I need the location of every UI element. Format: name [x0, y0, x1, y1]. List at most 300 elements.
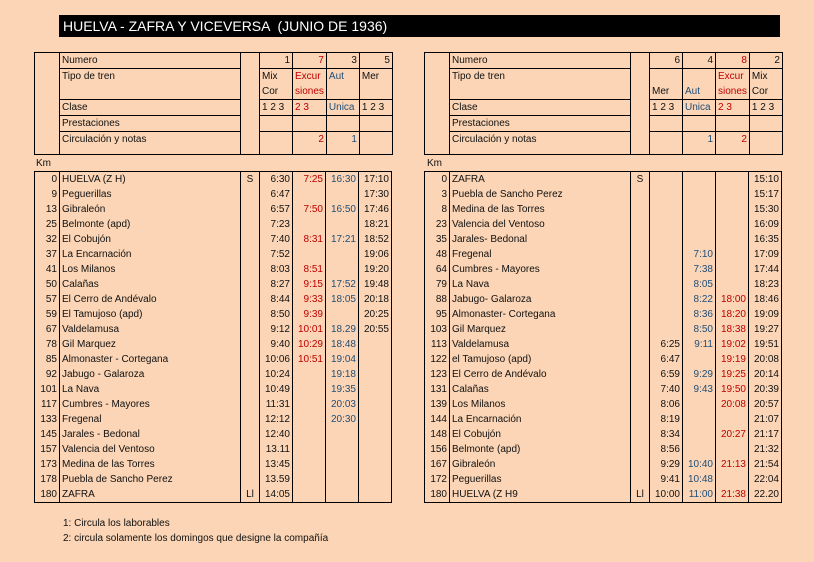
time-cell: 10:51 — [293, 352, 326, 367]
time-cell: 20:08 — [749, 352, 782, 367]
mark-cell — [241, 427, 260, 442]
time-cell: 6:59 — [650, 367, 683, 382]
time-cell — [650, 262, 683, 277]
right-circulacion-label: Circulación y notas — [450, 132, 631, 155]
time-cell: 10:49 — [260, 382, 293, 397]
time-cell: 9:41 — [650, 472, 683, 487]
time-cell — [716, 442, 749, 457]
time-cell: 20:57 — [749, 397, 782, 412]
time-cell: 9:12 — [260, 322, 293, 337]
km-cell: 172 — [425, 472, 450, 487]
time-cell: 10:29 — [293, 337, 326, 352]
mark-cell — [241, 322, 260, 337]
station-cell: Jabugo - Galaroza — [60, 367, 241, 382]
mark-cell — [631, 307, 650, 322]
km-cell: 92 — [35, 367, 60, 382]
mark-cell — [631, 457, 650, 472]
time-cell: 6:57 — [260, 202, 293, 217]
time-cell — [650, 247, 683, 262]
table-row — [35, 397, 392, 412]
station-cell: Los Milanos — [450, 397, 631, 412]
time-cell — [716, 412, 749, 427]
time-cell: 7:38 — [683, 262, 716, 277]
station-cell: El Cerro de Andévalo — [450, 367, 631, 382]
time-cell: 8:27 — [260, 277, 293, 292]
right-numero-6: 6 — [650, 53, 683, 69]
station-cell: Belmonte (apd) — [450, 442, 631, 457]
station-cell: Puebla de Sancho Perez — [60, 472, 241, 487]
mark-cell — [241, 262, 260, 277]
km-cell: 139 — [425, 397, 450, 412]
page-title: HUELVA - ZAFRA Y VICEVERSA (JUNIO DE 1936) — [59, 15, 780, 37]
table-row — [425, 232, 782, 247]
table-row — [425, 307, 782, 322]
table-row — [35, 217, 392, 232]
station-cell: HUELVA (Z H) — [60, 172, 241, 188]
time-cell: 20:18 — [359, 292, 392, 307]
table-row — [425, 337, 782, 352]
right-nota-8: 2 — [716, 132, 750, 155]
time-cell: 13:45 — [260, 457, 293, 472]
left-numero-7: 7 — [293, 53, 327, 69]
time-cell: 18:48 — [326, 337, 359, 352]
time-cell — [716, 472, 749, 487]
table-row — [35, 262, 392, 277]
mark-cell — [241, 352, 260, 367]
time-cell: 7:50 — [293, 202, 326, 217]
left-clase-1: 1 2 3 — [260, 100, 293, 116]
mark-cell — [241, 277, 260, 292]
time-cell: 15:17 — [749, 187, 782, 202]
time-cell — [293, 472, 326, 487]
mark-cell — [241, 367, 260, 382]
table-row — [35, 442, 392, 457]
time-cell — [683, 352, 716, 367]
table-row — [35, 382, 392, 397]
note-1: 1: Circula los laborables — [63, 518, 170, 529]
table-row — [35, 172, 392, 188]
mark-cell — [241, 217, 260, 232]
time-cell: 10:00 — [650, 487, 683, 503]
time-cell: 11:00 — [683, 487, 716, 503]
mark-cell — [631, 232, 650, 247]
station-cell: Gibraleón — [450, 457, 631, 472]
time-cell: 9:11 — [683, 337, 716, 352]
station-cell: Jabugo- Galaroza — [450, 292, 631, 307]
left-nota-3: 1 — [326, 132, 359, 155]
right-clase-2: 1 2 3 — [749, 100, 782, 116]
mark-cell — [241, 472, 260, 487]
mark-cell: Ll — [631, 487, 650, 503]
time-cell: 7:23 — [260, 217, 293, 232]
time-cell — [650, 307, 683, 322]
time-cell: 8:19 — [650, 412, 683, 427]
time-cell — [650, 232, 683, 247]
time-cell — [683, 187, 716, 202]
station-cell: Cumbres - Mayores — [60, 397, 241, 412]
km-cell: 67 — [35, 322, 60, 337]
left-tipo-5: Mer — [359, 69, 392, 100]
time-cell — [683, 232, 716, 247]
km-cell: 123 — [425, 367, 450, 382]
time-cell — [359, 397, 392, 412]
right-clase-4: Unica — [683, 100, 716, 116]
km-cell: 50 — [35, 277, 60, 292]
left-nota-7: 2 — [293, 132, 327, 155]
time-cell — [650, 172, 683, 188]
time-cell — [293, 382, 326, 397]
km-cell: 173 — [35, 457, 60, 472]
mark-cell — [631, 322, 650, 337]
station-cell: Belmonte (apd) — [60, 217, 241, 232]
left-numero-5: 5 — [359, 53, 392, 69]
mark-cell — [631, 337, 650, 352]
time-cell: 8:44 — [260, 292, 293, 307]
time-cell: 7:40 — [650, 382, 683, 397]
time-cell: 6:47 — [650, 352, 683, 367]
time-cell: 18:20 — [716, 307, 749, 322]
time-cell — [293, 187, 326, 202]
time-cell: 21:32 — [749, 442, 782, 457]
time-cell — [683, 172, 716, 188]
time-cell — [293, 487, 326, 503]
mark-cell — [241, 292, 260, 307]
time-cell — [683, 202, 716, 217]
table-row — [35, 487, 392, 503]
table-row — [425, 487, 782, 503]
left-timetable — [34, 171, 392, 503]
time-cell: 18.29 — [326, 322, 359, 337]
station-cell: Peguerillas — [60, 187, 241, 202]
station-cell: Gibraleón — [60, 202, 241, 217]
table-row — [425, 217, 782, 232]
time-cell — [359, 487, 392, 503]
table-row — [425, 172, 782, 188]
km-cell: 133 — [35, 412, 60, 427]
mark-cell — [631, 412, 650, 427]
time-cell — [326, 217, 359, 232]
time-cell: 6:30 — [260, 172, 293, 188]
time-cell: 13.11 — [260, 442, 293, 457]
mark-cell — [631, 202, 650, 217]
km-cell: 0 — [425, 172, 450, 188]
station-cell: La Encarnación — [60, 247, 241, 262]
time-cell: 9:39 — [293, 307, 326, 322]
table-row — [35, 247, 392, 262]
time-cell: 19:51 — [749, 337, 782, 352]
time-cell: 16:35 — [749, 232, 782, 247]
time-cell — [293, 247, 326, 262]
time-cell — [359, 382, 392, 397]
table-row — [425, 397, 782, 412]
time-cell: 13.59 — [260, 472, 293, 487]
time-cell: 17:09 — [749, 247, 782, 262]
table-row — [35, 232, 392, 247]
time-cell — [359, 442, 392, 457]
right-timetable-body — [425, 172, 782, 503]
table-row — [35, 322, 392, 337]
table-row — [425, 457, 782, 472]
right-clase-8: 2 3 — [716, 100, 750, 116]
station-cell: Los Milanos — [60, 262, 241, 277]
station-cell: ZAFRA — [450, 172, 631, 188]
mark-cell — [631, 367, 650, 382]
table-row — [35, 427, 392, 442]
time-cell: 9:29 — [683, 367, 716, 382]
time-cell: 9:33 — [293, 292, 326, 307]
time-cell: 19:18 — [326, 367, 359, 382]
left-tipo-label: Tipo de tren — [60, 69, 241, 100]
km-cell: 117 — [35, 397, 60, 412]
km-cell: 48 — [425, 247, 450, 262]
mark-cell — [631, 442, 650, 457]
time-cell: 8:51 — [293, 262, 326, 277]
time-cell: 21:54 — [749, 457, 782, 472]
km-cell: 167 — [425, 457, 450, 472]
table-row — [35, 412, 392, 427]
km-cell: 85 — [35, 352, 60, 367]
right-numero-label: Numero — [450, 53, 631, 69]
time-cell: 20:03 — [326, 397, 359, 412]
time-cell: 19:06 — [359, 247, 392, 262]
km-cell: 113 — [425, 337, 450, 352]
time-cell: 10:06 — [260, 352, 293, 367]
right-nota-6 — [650, 132, 683, 155]
mark-cell — [241, 412, 260, 427]
right-header-km-cell — [425, 53, 450, 155]
time-cell — [650, 292, 683, 307]
time-cell: 8:36 — [683, 307, 716, 322]
left-clase-7: 2 3 — [293, 100, 327, 116]
right-nota-2 — [749, 132, 782, 155]
km-cell: 103 — [425, 322, 450, 337]
mark-cell — [631, 382, 650, 397]
km-cell: 37 — [35, 247, 60, 262]
km-cell: 35 — [425, 232, 450, 247]
station-cell: Jarales - Bedonal — [60, 427, 241, 442]
right-tipo-8: Excur siones — [716, 69, 750, 100]
time-cell — [326, 262, 359, 277]
table-row — [425, 247, 782, 262]
mark-cell — [631, 217, 650, 232]
time-cell — [650, 277, 683, 292]
time-cell — [683, 412, 716, 427]
time-cell: 9:29 — [650, 457, 683, 472]
left-nota-5 — [359, 132, 392, 155]
time-cell: 11:31 — [260, 397, 293, 412]
time-cell: 8:03 — [260, 262, 293, 277]
mark-cell — [241, 382, 260, 397]
time-cell: 8:50 — [683, 322, 716, 337]
station-cell: Gil Marquez — [450, 322, 631, 337]
mark-cell — [631, 247, 650, 262]
time-cell: 19:27 — [749, 322, 782, 337]
left-clase-3: Unica — [326, 100, 359, 116]
station-cell: Fregenal — [60, 412, 241, 427]
right-numero-2: 2 — [749, 53, 782, 69]
mark-cell — [631, 427, 650, 442]
table-row — [35, 187, 392, 202]
time-cell — [650, 187, 683, 202]
km-cell: 148 — [425, 427, 450, 442]
km-cell: 88 — [425, 292, 450, 307]
time-cell: 10:01 — [293, 322, 326, 337]
mark-cell — [241, 202, 260, 217]
right-tipo-4: Aut — [683, 69, 716, 100]
right-nota-4: 1 — [683, 132, 716, 155]
time-cell: 17:46 — [359, 202, 392, 217]
station-cell: Puebla de Sancho Perez — [450, 187, 631, 202]
km-cell: 131 — [425, 382, 450, 397]
time-cell — [293, 442, 326, 457]
time-cell: 21:13 — [716, 457, 749, 472]
time-cell — [716, 247, 749, 262]
mark-cell — [631, 472, 650, 487]
time-cell: 7:40 — [260, 232, 293, 247]
time-cell — [683, 442, 716, 457]
right-clase-label: Clase — [450, 100, 631, 116]
left-clase-5: 1 2 3 — [359, 100, 392, 116]
km-cell: 8 — [425, 202, 450, 217]
station-cell: Valencia del Ventoso — [60, 442, 241, 457]
time-cell: 18:52 — [359, 232, 392, 247]
km-cell: 57 — [35, 292, 60, 307]
time-cell: 19:25 — [716, 367, 749, 382]
time-cell: 20:27 — [716, 427, 749, 442]
km-cell: 3 — [425, 187, 450, 202]
right-header-mark-cell — [631, 53, 650, 155]
left-header-mark-cell — [241, 53, 260, 155]
km-cell: 180 — [425, 487, 450, 503]
time-cell — [293, 397, 326, 412]
time-cell: 16:09 — [749, 217, 782, 232]
station-cell: La Encarnación — [450, 412, 631, 427]
station-cell: La Nava — [450, 277, 631, 292]
table-row — [425, 187, 782, 202]
table-row — [35, 202, 392, 217]
time-cell — [326, 487, 359, 503]
station-cell: El Cobujón — [450, 427, 631, 442]
left-nota-1 — [260, 132, 293, 155]
station-cell: Peguerillas — [450, 472, 631, 487]
time-cell: 17:10 — [359, 172, 392, 188]
mark-cell — [631, 277, 650, 292]
station-cell: Almonaster - Cortegana — [60, 352, 241, 367]
time-cell — [359, 472, 392, 487]
time-cell: 17:44 — [749, 262, 782, 277]
right-tipo-6: Mer — [650, 69, 683, 100]
time-cell: 17:30 — [359, 187, 392, 202]
right-timetable — [424, 171, 782, 503]
km-cell: 144 — [425, 412, 450, 427]
table-row — [425, 412, 782, 427]
left-header-km-cell — [35, 53, 60, 155]
mark-cell — [631, 187, 650, 202]
station-cell: HUELVA (Z H9 — [450, 487, 631, 503]
mark-cell — [241, 457, 260, 472]
mark-cell — [631, 262, 650, 277]
station-cell: Calañas — [60, 277, 241, 292]
time-cell: 20:39 — [749, 382, 782, 397]
time-cell — [359, 457, 392, 472]
station-cell: Calañas — [450, 382, 631, 397]
mark-cell: Ll — [241, 487, 260, 503]
table-row — [35, 337, 392, 352]
km-cell: 78 — [35, 337, 60, 352]
time-cell — [359, 367, 392, 382]
station-cell: Fregenal — [450, 247, 631, 262]
time-cell: 8:05 — [683, 277, 716, 292]
mark-cell: S — [631, 172, 650, 188]
km-cell: 32 — [35, 232, 60, 247]
table-row — [425, 382, 782, 397]
right-prestaciones-label: Prestaciones — [450, 116, 631, 132]
table-row — [425, 442, 782, 457]
left-numero-1: 1 — [260, 53, 293, 69]
left-circulacion-label: Circulación y notas — [60, 132, 241, 155]
km-cell: 64 — [425, 262, 450, 277]
time-cell: 16:30 — [326, 172, 359, 188]
time-cell: 9:43 — [683, 382, 716, 397]
km-cell: 122 — [425, 352, 450, 367]
time-cell — [716, 262, 749, 277]
mark-cell — [241, 442, 260, 457]
right-tipo-2: Mix Cor — [749, 69, 782, 100]
station-cell: La Nava — [60, 382, 241, 397]
time-cell: 18:21 — [359, 217, 392, 232]
time-cell: 6:25 — [650, 337, 683, 352]
km-cell: 25 — [35, 217, 60, 232]
station-cell: El Cobujón — [60, 232, 241, 247]
table-row — [425, 322, 782, 337]
time-cell: 10:40 — [683, 457, 716, 472]
station-cell: El Cerro de Andévalo — [60, 292, 241, 307]
time-cell: 12:12 — [260, 412, 293, 427]
km-cell: 41 — [35, 262, 60, 277]
time-cell — [326, 457, 359, 472]
table-row — [425, 202, 782, 217]
station-cell: Medina de las Torres — [60, 457, 241, 472]
time-cell: 20:25 — [359, 307, 392, 322]
right-clase-6: 1 2 3 — [650, 100, 683, 116]
left-prestaciones-label: Prestaciones — [60, 116, 241, 132]
km-cell: 9 — [35, 187, 60, 202]
time-cell: 21:17 — [749, 427, 782, 442]
km-cell: 95 — [425, 307, 450, 322]
time-cell: 12:40 — [260, 427, 293, 442]
time-cell — [716, 187, 749, 202]
table-row — [35, 352, 392, 367]
time-cell — [683, 217, 716, 232]
table-row — [425, 367, 782, 382]
time-cell — [293, 427, 326, 442]
table-row — [35, 367, 392, 382]
left-tipo-3: Aut — [326, 69, 359, 100]
station-cell: El Tamujoso (apd) — [60, 307, 241, 322]
left-km-label: Km — [36, 158, 51, 169]
km-cell: 156 — [425, 442, 450, 457]
time-cell: 20:55 — [359, 322, 392, 337]
mark-cell — [241, 307, 260, 322]
time-cell — [716, 202, 749, 217]
km-cell: 0 — [35, 172, 60, 188]
left-tipo-7: Excur siones — [293, 69, 327, 100]
time-cell: 8:34 — [650, 427, 683, 442]
right-numero-8: 8 — [716, 53, 750, 69]
time-cell: 6:47 — [260, 187, 293, 202]
time-cell: 19:19 — [716, 352, 749, 367]
time-cell: 20:14 — [749, 367, 782, 382]
